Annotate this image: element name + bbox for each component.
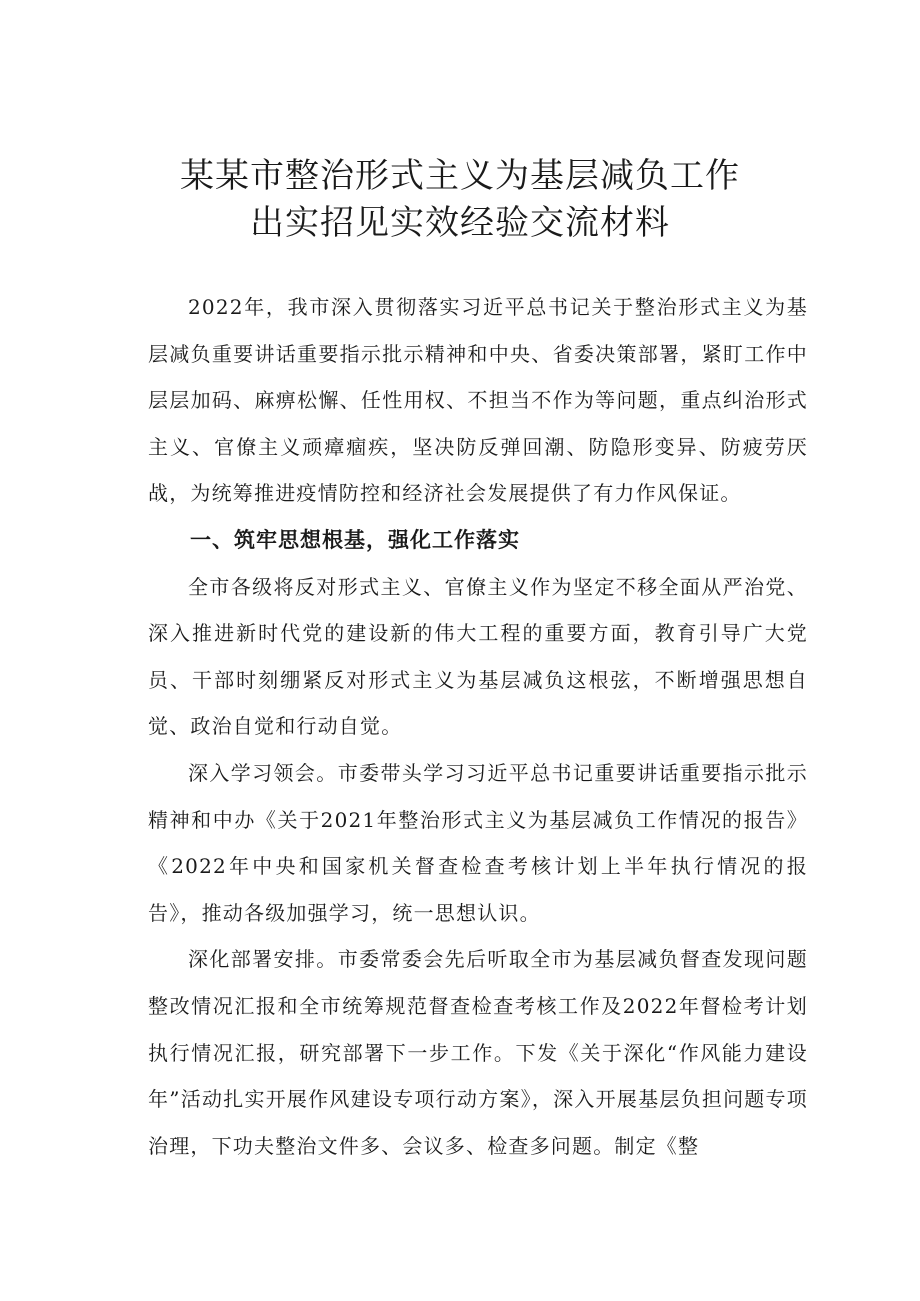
document-title-line-1: 某某市整治形式主义为基层减负工作 bbox=[180, 156, 740, 196]
section-1-heading: 一、筑牢思想根基，强化工作落实 bbox=[190, 527, 520, 552]
intro-paragraph: 2022年，我市深入贯彻落实习近平总书记关于整治形式主义为基层减负重要讲话重要指示批示精神和中央、省委决策部署，紧盯工作中层层加码、麻痹松懈、任性用权、不担当不作为等问题，重点纠治形式主义、官僚主义顽瘴痼疾，坚决防反弹回潮、防隐形变异、防疲劳厌战，为统筹推进疫情防控和经济社会发展提供了有力作风保证。 bbox=[148, 295, 808, 506]
section-1-paragraph-1: 全市各级将反对形式主义、官僚主义作为坚定不移全面从严治党、深入推进新时代党的建设新的伟大工程的重要方面，教育引导广大党员、干部时刻绷紧反对形式主义为基层减负这根弦，不断增强思想自觉、政治自觉和行动自觉。 bbox=[148, 574, 808, 739]
document-title-line-2: 出实招见实效经验交流材料 bbox=[250, 203, 670, 243]
document-body bbox=[148, 284, 808, 1169]
section-1-paragraph-3: 深化部署安排。市委常委会先后听取全市为基层减负督查发现问题整改情况汇报和全市统筹规范督查检查考核工作及2022年督检考计划执行情况汇报，研究部署下一步工作。下发《关于深化“作风能力建设年”活动扎实开展作风建设专项行动方案》，深入开展基层负担问题专项治理，下功夫整治文件多、会议多、检查多问题。制定《整 bbox=[148, 947, 808, 1158]
section-1-paragraph-2: 深入学习领会。市委带头学习习近平总书记重要讲话重要指示批示精神和中办《关于2021年整治形式主义为基层减负工作情况的报告》《2022年中央和国家机关督查检查考核计划上半年执行情况的报告》，推动各级加强学习，统一思想认识。 bbox=[148, 760, 808, 925]
